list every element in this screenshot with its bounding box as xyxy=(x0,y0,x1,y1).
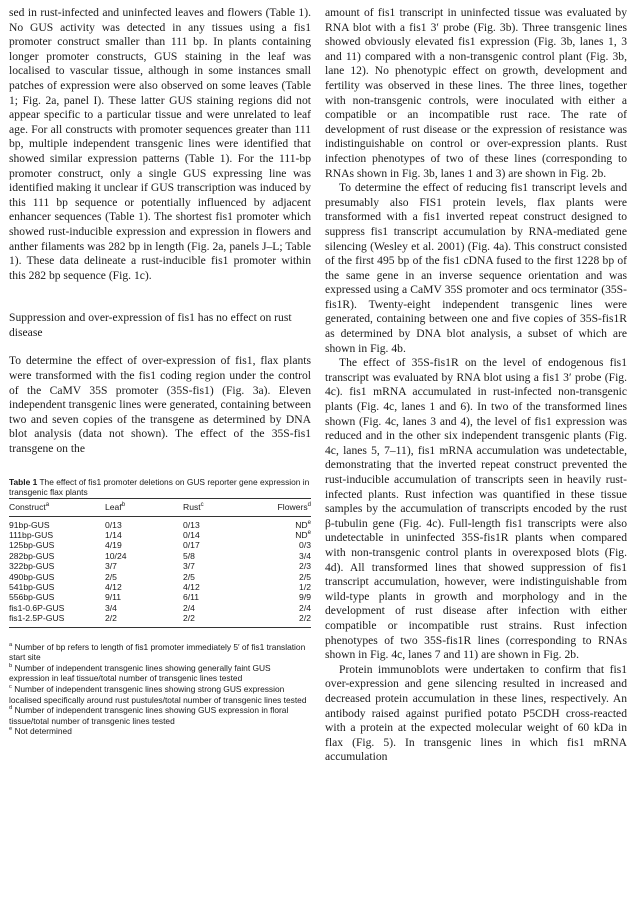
table-row xyxy=(9,592,311,602)
cell-flowers: 1/2 xyxy=(299,582,311,593)
cell-construct: fis1-0.6P-GUS xyxy=(9,602,65,613)
cell-leaf: 1/14 xyxy=(105,530,122,541)
table-row xyxy=(9,561,311,571)
cell-rust: 2/5 xyxy=(183,571,195,582)
paragraph-1: amount of fis1 transcript in uninfected tissue was evaluated by RNA blot with a fis1 3′ probe (Fig. 3b). Three transgenic lines showed obviously elevated fis1 expression (Fig. 3b, lanes 1, 3 and 11) compared with a non-transgenic control plant (Fig. 3b, lane 12). No phenotypic effect on growth, development and fertility was observed in these lines. The three lines, together with non-transgenic controls, were inoculated with either a compatible or an incompatible rust race. The rate of development of rust disease or the expression of resistance was indistinguishable on control or over-expression plants. Rust infection phenotypes of two of these lines (corresponding to RNAs shown in Fig. 3b, lanes 1 and 3) are shown in Fig. 2b. xyxy=(325,6,627,180)
spacer xyxy=(9,299,311,311)
cell-leaf: 4/12 xyxy=(105,582,122,593)
cell-rust: 0/17 xyxy=(183,540,200,551)
spacer xyxy=(9,283,311,299)
cell-construct: 490bp-GUS xyxy=(9,571,55,582)
header-flowers: Flowers$^d$ xyxy=(261,499,311,516)
cell-flowers: 2/2 xyxy=(261,613,311,627)
cell-rust: 0/13 xyxy=(183,519,200,530)
cell-rust: 3/7 xyxy=(183,561,195,572)
left-column xyxy=(9,6,311,900)
cell-rust: 2/2 xyxy=(183,613,261,627)
table-caption-text: The effect of fis1 promoter deletions on GUS reporter gene expression in transgenic flax plants xyxy=(9,476,310,498)
cell-flowers: 2/3 xyxy=(299,561,311,572)
section-paragraph: To determine the effect of over-expression of fis1, flax plants were transformed with the fis1 coding region under the control of the CaMV 35S promoter (35S-fis1) (Fig. 3a). Eleven independent transgenic lines were generated, containing between two and seven copies of the transgene as determined by DNA blot analysis (data not shown). The effect of the 35S-fis1 transgene on the xyxy=(9,354,311,456)
table-row xyxy=(9,551,311,561)
cell-flowers: $ND^e$ xyxy=(295,530,311,541)
table-row xyxy=(9,540,311,550)
cell-construct: 541bp-GUS xyxy=(9,582,55,593)
cell-leaf: 2/5 xyxy=(105,571,117,582)
table-row xyxy=(9,613,311,627)
cell-rust: 5/8 xyxy=(183,550,195,561)
table-row xyxy=(9,530,311,540)
cell-flowers: 3/4 xyxy=(299,550,311,561)
cell-construct: 556bp-GUS xyxy=(9,592,55,603)
section-heading: Suppression and over-expression of fis1 has no effect on rust disease xyxy=(9,311,292,339)
cell-construct: 91bp-GUS xyxy=(9,519,50,530)
paragraph-4: Protein immunoblots were undertaken to confirm that fis1 over-expression and gene silencing resulted in increased and decreased protein accumulation in these lines, respectively. An antibody raised against purified potato P5CDH cross-reacted with a protein at the expected molecular weight of 60 kDa in flax (Fig. 5). In transgenic lines in which fis1 mRNA accumulation xyxy=(325,662,627,764)
table-row xyxy=(9,603,311,613)
cell-rust: 4/12 xyxy=(183,582,200,593)
table-1 xyxy=(9,498,311,627)
spacer xyxy=(9,340,311,354)
footnote: $^b$ Number of independent transgenic lines showing generally faint GUS expression in leaf tissue/total number of transgenic lines tested xyxy=(9,662,271,684)
header-leaf: Leaf$^b$ xyxy=(105,499,183,516)
cell-leaf: 3/4 xyxy=(105,602,117,613)
table-row xyxy=(9,572,311,582)
cell-construct: 322bp-GUS xyxy=(9,561,55,572)
header-rust: Rust$^c$ xyxy=(183,499,261,516)
intro-paragraph: sed in rust-infected and uninfected leaves and flowers (Table 1). No GUS activity was detected in any tissues using a fis1 promoter construct smaller than 111 bp. In plants containing longer promoter constructs, GUS staining in the leaf was localised to vascular tissue, although in some instances small patches of expression were also observed on some leaves (Table 1; Fig. 2a, panel I). These latter GUS staining regions did not appear specific to a particular tissue and were unrelated to leaf age. For all constructs with promoter sequences greater than 111 bp, multiple independent transgenic lines were identified that showed similar expression patterns (Table 1). For the 111-bp promoter construct, only a single GUS expressing line was identified making it unclear if GUS transcription was induced by this 111 bp sequence or potentially influenced by adjacent enhancer sequences (Table 1). The shortest fis1 promoter which showed rust-inducible expression and expression in flowers and anther filaments was 282 bp in length (Fig. 2a, panels J–L; Table 1). These data delineate a rust-inducible fis1 promoter within this 282 bp sequence (Fig. 1c). xyxy=(9,6,311,282)
right-column xyxy=(325,6,627,900)
spacer xyxy=(9,457,311,477)
cell-rust: 0/14 xyxy=(183,530,200,541)
header-construct: Construct$^a$ xyxy=(9,499,105,516)
cell-flowers: 2/4 xyxy=(299,602,311,613)
table-header-row xyxy=(9,499,311,516)
footnote: $^c$ Number of independent transgenic lines showing strong GUS expression localised specifically around rust pustules/total number of transgenic lines tested xyxy=(9,684,307,705)
cell-rust: 2/4 xyxy=(183,602,195,613)
cell-leaf: 9/11 xyxy=(105,592,122,603)
cell-leaf: 0/13 xyxy=(105,519,122,530)
cell-construct: fis1-2.5P-GUS xyxy=(9,613,105,627)
cell-flowers: 0/3 xyxy=(299,540,311,551)
cell-rust: 6/11 xyxy=(183,592,200,603)
table-label: Table 1 xyxy=(9,476,38,487)
table-footnotes xyxy=(9,642,311,737)
cell-flowers: 9/9 xyxy=(299,592,311,603)
cell-flowers: 2/5 xyxy=(299,571,311,582)
paragraph-3: The effect of 35S-fis1R on the level of endogenous fis1 transcript was evaluated by RNA blot using a fis1 3′ probe (Fig. 4c). fis1 mRNA accumulated in rust-infected non-transgenic plants (Fig. 4c, lanes 1 and 6). In two of the transformed lines shown (Fig. 4c, lanes 3 and 4), the level of fis1 expression was reduced and in the other six independent transgenic plants (Fig. 4c, lanes 5, 7–11), fis1 mRNA accumulation was undetectable, demonstrating that the inverted repeat construct prevented the rust-inducible accumulation of transcripts seen in heavily rust-infected plants. Rust infection was quantified in these tissue samples by the accumulation of transcripts encoded by the rust β-tubulin gene (Fig. 4c). Full-length fis1 transcripts were also undetectable in uninfected 35S-fis1R plants when compared with non-transgenic control plants in overexposed blots (Fig. 4d). All transformed lines that showed suppression of fis1 transcript accumulation, however, were indistinguishable from wild-type plants in growth and morphology and in the development of rust disease after infection with either compatible or incompatible rust strains. Rust infection phenotypes of two 35S-fis1R lines (corresponding to RNAs shown in Fig. 4c, lanes 7 and 11) are shown in Fig. 2b. xyxy=(325,356,627,662)
table-row xyxy=(9,582,311,592)
table-row xyxy=(9,516,311,530)
table-caption xyxy=(9,477,311,499)
cell-leaf: 4/19 xyxy=(105,540,122,551)
footnote: $^a$ Number of bp refers to length of fis1 promoter immediately 5′ of fis1 translation start site xyxy=(9,641,306,663)
cell-construct: 111bp-GUS xyxy=(9,530,54,541)
footnote: $^e$ Not determined xyxy=(9,726,72,737)
cell-construct: 282bp-GUS xyxy=(9,550,55,561)
paragraph-2: To determine the effect of reducing fis1 transcript levels and presumably also FIS1 protein levels, flax plants were transformed with a fis1 inverted repeat construct designed to suppress fis1 transcript accumulation by RNA-mediated gene silencing (Wesley et al. 2001) (Fig. 4a). This construct consisted of the first 495 bp of the fis1 cDNA fused to the first 1228 bp of the same gene in an inverse sequence orientation and was expressed using a CaMV 35S promoter and ocs terminator (35S-fis1R). Twenty-eight independent transgenic lines were generated, containing between one and five copies of 35S-fis1R as determined by DNA blot analysis, a subset of which are shown in Fig. 4b. xyxy=(325,181,627,355)
cell-leaf: 10/24 xyxy=(105,550,127,561)
cell-leaf: 3/7 xyxy=(105,561,117,572)
cell-construct: 125bp-GUS xyxy=(9,540,55,551)
cell-flowers: $ND^e$ xyxy=(295,519,311,530)
footnote: $^d$ Number of independent transgenic lines showing GUS expression in floral tissue/total number of transgenic lines tested xyxy=(9,705,289,726)
cell-leaf: 2/2 xyxy=(105,613,183,627)
